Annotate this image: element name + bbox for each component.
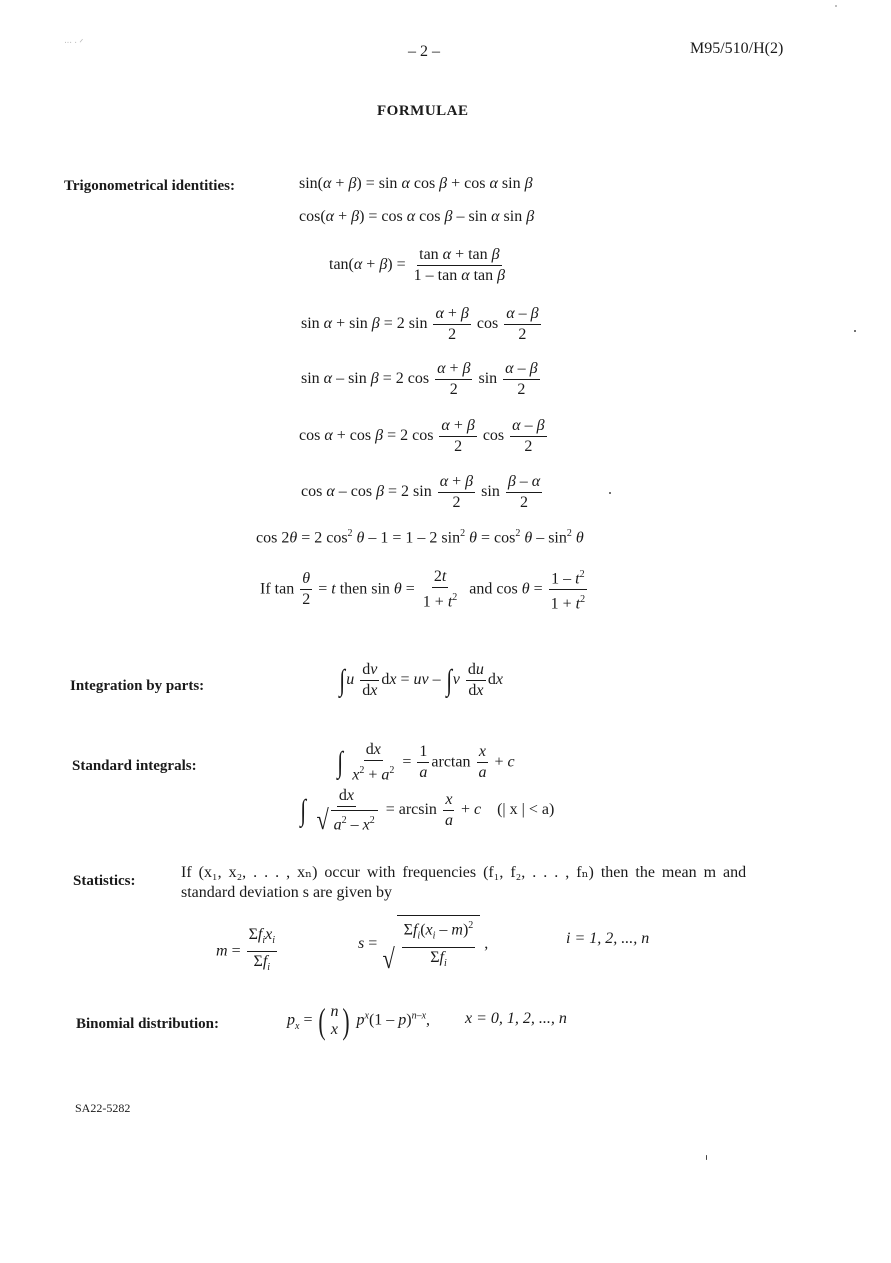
formula-binomial: $p_x$ = ( n x ) $p^x(1 - p)^{n-x}$, (287, 1001, 431, 1041)
formula-arcsin-integral: ∫ dx √ $a^2 - x^2$ = arcsin $\frac{x}{a}$ + c (| x | < a) (300, 787, 555, 836)
formula-standard-deviation: s = √ $\frac{\Sigma f_i(x_i - m)^2}{\Sigma f_i}$ , (358, 915, 488, 974)
scan-smudge: ᐧᐧᐧ ᐧ ᐟ (64, 38, 84, 49)
scan-speck (835, 5, 837, 7)
formula-cos-sum: cos(α + β) = cos α cos β – sin α sin β (299, 208, 535, 225)
formula-sin-plus-sin: sin α + sin β = 2 sin $\frac{\alpha + \beta}{2}$ cos $\frac{\alpha - \beta}{2}$ (301, 305, 539, 343)
formula-cos-double: cos 2θ = 2 $\cos^2 \theta - 1 = 1 - 2$ $\sin^2 \theta = \cos^2 \theta - \sin^2 \theta$ (256, 528, 584, 547)
binomial-range: x = 0, 1, 2, ..., n (465, 1010, 567, 1027)
scan-speck (854, 330, 856, 332)
binomial-distribution-label: Binomial distribution: (76, 1016, 219, 1032)
stat-index-range: i = 1, 2, ..., n (566, 930, 650, 947)
integration-by-parts-label: Integration by parts: (70, 678, 205, 694)
standard-integrals-label: Standard integrals: (72, 758, 197, 774)
formula-cos-minus-cos: cos α – cos β = 2 sin $\frac{\alpha + \beta}{2}$ sin $\frac{\beta - \alpha}{2}$ (301, 473, 541, 511)
formula-sin-sum: sin(α + β) = sin α cos β + cos α sin β (299, 175, 533, 192)
formula-integration-by-parts: ∫u $\frac{dv}{dx}$ dx = uv – ∫v $\frac{du}{dx}$ dx (339, 661, 504, 699)
page-number: – 2 – (408, 43, 440, 60)
formula-tan-half: If tan $\frac{\theta}{2}$ = t then sin θ = $\frac{2t}{1 + t^2}$ and cos θ = $\frac{1 - t^2}{1 + t^2}$ (260, 565, 589, 615)
formula-cos-plus-cos: cos α + cos β = 2 cos $\frac{\alpha + \beta}{2}$ cos $\frac{\alpha - \beta}{2}$ (299, 417, 545, 455)
paper-code: M95/510/H(2) (690, 40, 784, 57)
trig-identities-label: Trigonometrical identities: (64, 178, 235, 194)
scan-speck (706, 1155, 707, 1160)
formula-mean: m = $\frac{\Sigma f_ix_i}{\Sigma f_i}$ (216, 926, 276, 974)
footer-code: SA22-5282 (75, 1101, 131, 1115)
formula-tan-sum: tan(α + β) = $\frac{\text{tan α + tan β}}{\text{1 – tan α tan β}}$ (329, 246, 506, 284)
statistics-label: Statistics: (73, 873, 136, 889)
formula-arctan-integral: ∫ $\frac{dx}{x^2 + a^2}$ = $\frac{1}{a}$ arctan $\frac{x}{a}$ + c (337, 741, 515, 784)
statistics-description-line2: standard deviation s are given by (181, 884, 393, 901)
abs-condition: (| x | < a) (497, 801, 555, 819)
page-title: FORMULAE (377, 103, 469, 119)
statistics-description-line1: If (x₁, x₂, . . . , xₙ) occur with frequencies (f₁, f₂, . . . , fₙ) then the mean m and (181, 864, 747, 881)
formula-sin-minus-sin: sin α – sin β = 2 cos $\frac{\alpha + \beta}{2}$ sin $\frac{\alpha - \beta}{2}$ (301, 360, 538, 398)
scan-speck (609, 492, 611, 494)
